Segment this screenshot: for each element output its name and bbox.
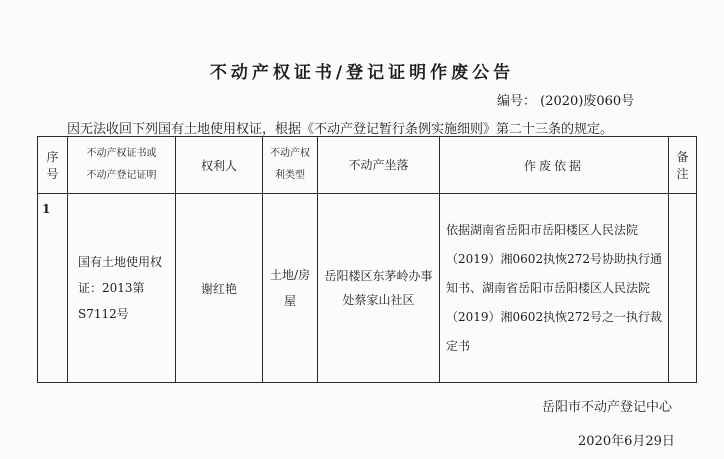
row-certificate: 国有土地使用权证：2013第S7112号 bbox=[68, 194, 176, 383]
document-number: 编号： (2020)废060号 bbox=[497, 94, 635, 109]
row-location: 岳阳楼区东茅岭办事处蔡家山社区 bbox=[318, 194, 440, 383]
header-certificate-line1: 不动产权证书或 bbox=[86, 148, 157, 159]
row-right-type: 土地/房屋 bbox=[263, 194, 318, 383]
row-holder: 谢红艳 bbox=[176, 194, 263, 383]
row-remark bbox=[669, 194, 697, 383]
header-certificate-line2: 不动产登记证明 bbox=[86, 170, 157, 181]
header-remark: 备注 bbox=[669, 137, 697, 194]
header-location: 不动产坐落 bbox=[318, 137, 440, 194]
header-seq: 序号 bbox=[38, 137, 68, 194]
notice-title: 不动产权证书/登记证明作废公告 bbox=[209, 63, 515, 83]
notice-date: 2020年6月29日 bbox=[578, 434, 675, 449]
issuing-agency: 岳阳市不动产登记中心 bbox=[542, 400, 673, 415]
header-certificate bbox=[68, 137, 176, 194]
header-basis: 作废依据 bbox=[440, 137, 669, 194]
table-row bbox=[38, 194, 697, 383]
table-header-row bbox=[38, 137, 697, 194]
header-right-type bbox=[263, 137, 318, 194]
row-basis: 依据湖南省岳阳市岳阳楼区人民法院（2019）湘0602执恢272号协助执行通知书、湖南省岳阳市岳阳楼区人民法院（2019）湘0602执恢272号之一执行裁定书 bbox=[440, 194, 669, 383]
intro-text: 因无法收回下列国有土地使用权证，根据《不动产登记暂行条例实施细则》第二十三条的规定。 bbox=[67, 122, 614, 137]
header-right-type-line2: 利类型 bbox=[275, 170, 305, 181]
void-certificate-table bbox=[37, 136, 697, 383]
header-right-type-line1: 不动产权 bbox=[270, 148, 310, 159]
header-holder: 权利人 bbox=[176, 137, 263, 194]
row-seq: 1 bbox=[38, 194, 68, 383]
